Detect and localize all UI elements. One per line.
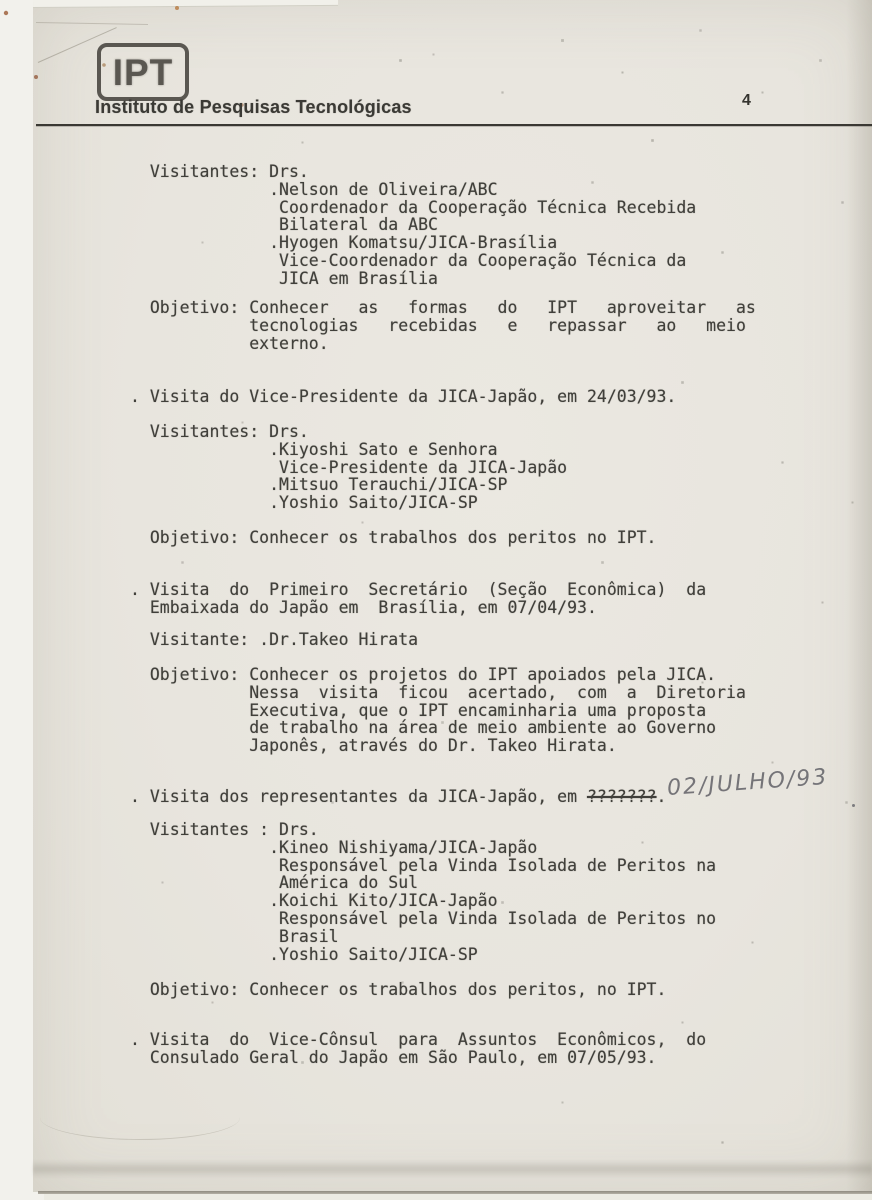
document-line: Embaixada do Japão em Brasília, em 07/04/93. — [130, 597, 597, 617]
document-line: externo. — [130, 333, 329, 353]
document-line: Visitantes : Drs. — [130, 820, 319, 839]
handwritten-pen-dot — [852, 804, 855, 807]
document-line: América do Sul — [130, 873, 419, 893]
document-line: Visitantes: Drs. — [130, 162, 309, 181]
document-line: .Kineo Nishiyama/JICA-Japão — [130, 837, 538, 857]
document-line: .Hyogen Komatsu/JICA-Brasília — [130, 233, 558, 253]
document-line: Bilateral da ABC — [130, 215, 438, 235]
document-line: .Nelson de Oliveira/ABC — [130, 179, 498, 199]
paragraph-visitors-1 — [130, 163, 696, 288]
document-line: Japonês, através do Dr. Takeo Hirata. — [130, 736, 617, 756]
document-line: Objetivo: Conhecer os trabalhos dos peritos, no IPT. — [130, 980, 667, 999]
document-line: Coordenador da Cooperação Técnica Recebida — [130, 197, 697, 217]
paragraph-objective-3 — [130, 666, 746, 755]
document-line: .Yoshio Saito/JICA-SP — [130, 944, 478, 964]
document-line: Objetivo: Conhecer os trabalhos dos peritos no IPT. — [130, 528, 657, 547]
document-line: . Visita do Primeiro Secretário (Seção Econômica) da — [130, 580, 707, 599]
document-line: .Mitsuo Terauchi/JICA-SP — [130, 475, 508, 495]
document-line: de trabalho na área de meio ambiente ao Governo — [130, 718, 717, 738]
document-line: Vice-Presidente da JICA-Japão — [130, 457, 568, 477]
document-line: . Visita do Vice-Presidente da JICA-Japão, em 24/03/93. — [130, 387, 677, 406]
rust-specks — [0, 0, 2, 2]
ipt-logo-text: IPT — [112, 51, 174, 93]
institute-name: Instituto de Pesquisas Tecnológicas — [95, 97, 412, 117]
paragraph-visit-2 — [130, 581, 706, 617]
document-line: Brasil — [130, 926, 339, 946]
document-body — [130, 0, 860, 1200]
document-line: Objetivo: Conhecer as formas do IPT aproveitar as — [130, 298, 756, 317]
document-line: .Kiyoshi Sato e Senhora — [130, 439, 498, 459]
document-line: Responsável pela Vinda Isolada de Peritos na — [130, 855, 717, 875]
line-text: . Visita dos representantes da JICA-Japão, em — [130, 787, 587, 806]
paragraph-visitors-4 — [130, 821, 716, 963]
document-line: Consulado Geral do Japão em São Paulo, em 07/05/93. — [130, 1047, 657, 1067]
paragraph-objective-4 — [130, 981, 666, 999]
document-line: Visitante: .Dr.Takeo Hirata — [130, 630, 419, 649]
handwritten-date-annotation: 02/JULHO/93 — [666, 764, 830, 801]
document-line: Responsável pela Vinda Isolada de Peritos no — [130, 908, 717, 928]
paragraph-visit-4 — [130, 1031, 706, 1067]
document-line: tecnologias recebidas e repassar ao meio — [130, 315, 746, 335]
paragraph-objective-2 — [130, 529, 657, 547]
page-number: 4 — [742, 92, 751, 109]
paragraph-visitor-3 — [130, 631, 418, 649]
paragraph-objective-1 — [130, 299, 756, 352]
paragraph-visit-3 — [130, 788, 666, 806]
document-line — [130, 788, 666, 806]
document-line: Objetivo: Conhecer os projetos do IPT apoiados pela JICA. — [130, 665, 717, 684]
line-text: . — [656, 787, 667, 806]
document-line: .Koichi Kito/JICA-Japão — [130, 891, 498, 911]
document-line: Nessa visita ficou acertado, com a Diretoria — [130, 682, 746, 702]
paragraph-visit-1 — [130, 388, 676, 406]
document-line: Executiva, que o IPT encaminharia uma proposta — [130, 700, 707, 720]
document-line: Visitantes: Drs. — [130, 422, 309, 441]
struck-text: ??????? — [586, 787, 657, 806]
document-line: Vice-Coordenador da Cooperação Técnica da — [130, 250, 687, 270]
document-line: JICA em Brasília — [130, 268, 438, 288]
document-line: .Yoshio Saito/JICA-SP — [130, 493, 478, 513]
paragraph-visitors-2 — [130, 423, 567, 512]
document-line: . Visita do Vice-Cônsul para Assuntos Econômicos, do — [130, 1030, 707, 1049]
